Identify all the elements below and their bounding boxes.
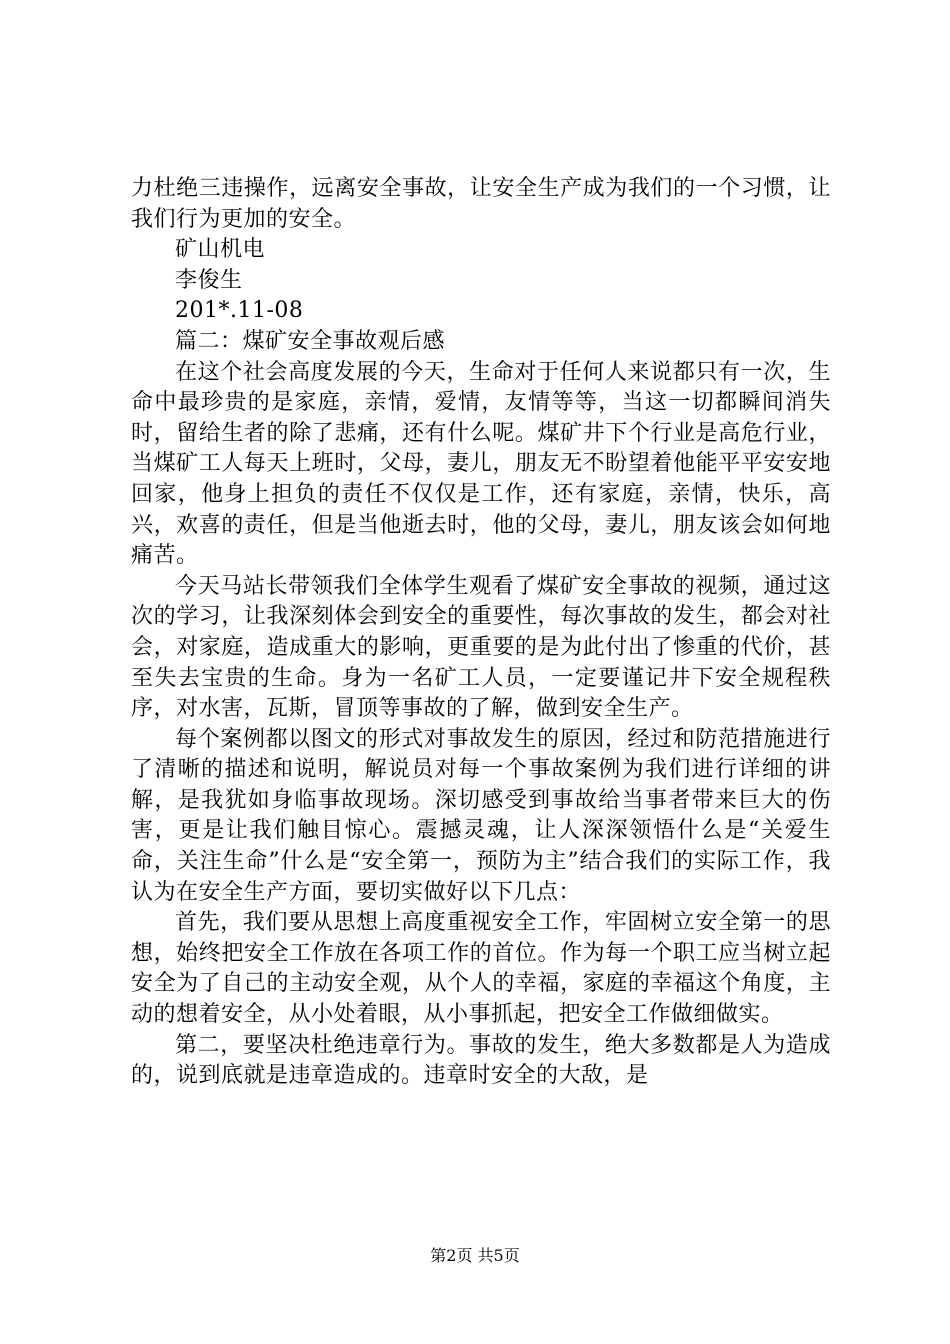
paragraph: 首先，我们要从思想上高度重视安全工作，牢固树立安全第一的思想，始终把安全工作放在各项工作的首位。作为每一个职工应当树立起安全为了自己的主动安全观，从个人的幸福，家庭的幸福这个角度，主动的想着安全，从小处着眼，从小事抓起，把安全工作做细做实。 (131, 910, 831, 1028)
paragraph: 每个案例都以图文的形式对事故发生的原因，经过和防范措施进行了清晰的描述和说明，解说员对每一个事故案例为我们进行详细的讲解，是我犹如身临事故现场。深切感受到事故给当事者带来巨大的伤害，更是让我们触目惊心。震撼灵魂，让人深深领悟什么是“关爱生命，关注生命”什么是“安全第一，预防为主”结合我们的实际工作，我认为在安全生产方面，要切实做好以下几点： (131, 726, 831, 905)
paragraph: 第二，要坚决杜绝违章行为。事故的发生，绝大多数都是人为造成的，说到底就是违章造成的。违章时安全的大敌，是 (131, 1032, 831, 1089)
signature-author: 李俊生 (175, 267, 243, 293)
page-footer: 第2页 共5页 (430, 1246, 520, 1265)
paragraph: 在这个社会高度发展的今天，生命对于任何人来说都只有一次，生命中最珍贵的是家庭，亲情，爱情，友情等等，当这一切都瞬间消失时，留给生者的除了悲痛，还有什么呢。煤矿井下个行业是高危行业，当煤矿工人每天上班时，父母，妻儿，朋友无不盼望着他能平平安安地回家，他身上担负的责任不仅仅是工作，还有家庭，亲情，快乐，高兴，欢喜的责任，但是当他逝去时，他的父母，妻儿，朋友该会如何地痛苦。 (131, 359, 831, 569)
section-title: 篇二：煤矿安全事故观后感 (175, 328, 446, 354)
document-body (131, 174, 831, 1092)
signature-department: 矿山机电 (175, 237, 266, 263)
opening-fragment: 力杜绝三违操作，远离安全事故，让安全生产成为我们的一个习惯，让我们行为更加的安全。 (131, 176, 831, 232)
signature-date: 201*.11-08 (175, 298, 304, 324)
paragraph: 今天马站长带领我们全体学生观看了煤矿安全事故的视频，通过这次的学习，让我深刻体会到安全的重要性，每次事故的发生，都会对社会，对家庭，造成重大的影响，更重要的是为此付出了惨重的代价，甚至失去宝贵的生命。身为一名矿工人员，一定要谨记井下安全规程秩序，对水害，瓦斯，冒顶等事故的了解，做到安全生产。 (131, 573, 831, 722)
